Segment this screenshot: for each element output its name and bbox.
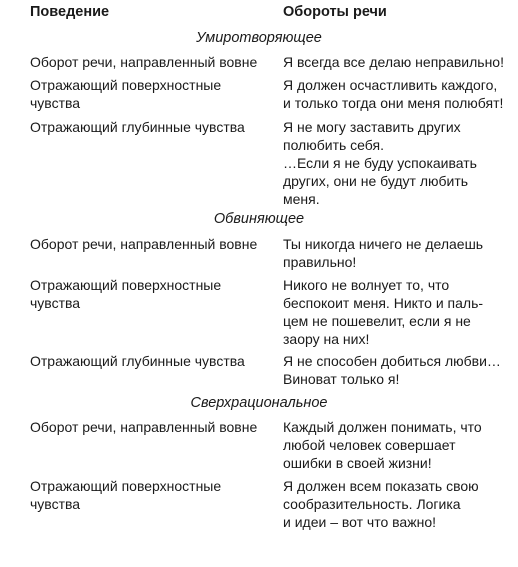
behavior-cell: Отражающий поверхностные чувства [30, 277, 222, 311]
phrase-cell: Ты никогда ничего не делаешь правильно! [283, 236, 484, 270]
table-header [0, 4, 518, 24]
behavior-cell: Отражающий глубинные чувства [30, 353, 245, 369]
phrase-cell: Никого не волнует то, что беспокоит меня. Никто и паль- цем не пошевелит, если я не заору на них! [283, 277, 484, 347]
header-behavior: Поведение [30, 4, 110, 20]
phrase-cell: Я должен всем показать свою сообразительность. Логика и идеи – вот что важно! [283, 478, 479, 530]
section-title-blaming: Обвиняющее [213, 211, 305, 227]
phrase-cell: Каждый должен понимать, что любой человек совершает ошибки в своей жизни! [283, 419, 482, 471]
phrase-cell: Я должен осчастливить каждого, и только тогда они меня полюбят! [283, 77, 504, 111]
behavior-cell: Оборот речи, направленный вовне [30, 54, 258, 70]
behavior-cell: Оборот речи, направленный вовне [30, 419, 258, 435]
section-title-placating: Умиротворяющее [196, 30, 322, 46]
phrase-cell: Я всегда все делаю неправильно! [283, 54, 504, 70]
phrase-cell: Я не способен добиться любви… Виноват только я! [283, 353, 501, 387]
section-title-super-reasonable: Сверхрациональное [190, 395, 328, 411]
behavior-cell: Отражающий глубинные чувства [30, 119, 245, 135]
phrase-cell: Я не могу заставить других полюбить себя. …Если я не буду успокаивать других, они не будут любить меня. [283, 119, 477, 207]
behavior-cell: Оборот речи, направленный вовне [30, 236, 258, 252]
behavior-cell: Отражающий поверхностные чувства [30, 478, 222, 512]
behavior-cell: Отражающий поверхностные чувства [30, 77, 222, 111]
header-phrases: Обороты речи [283, 4, 387, 20]
